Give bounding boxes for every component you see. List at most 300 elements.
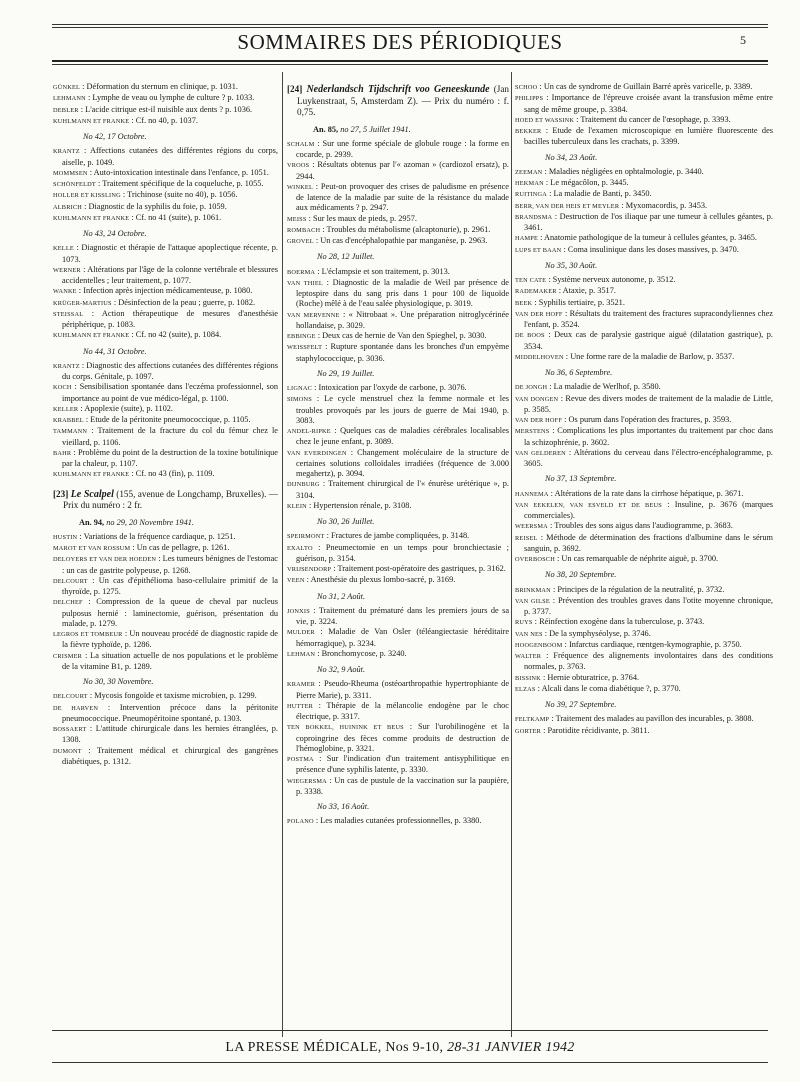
entry-author: MEISS [287,215,307,223]
entry-author: DUMONT [53,747,82,755]
entry-text: : Destruction de l'os iliaque par une tumeur à cellules géantes, p. 3461. [524,211,773,232]
footer-rule-bottom [52,1062,768,1063]
summary-entry [287,225,509,236]
entry-author: WIEGERSMA [287,777,327,785]
issue-heading: No 30, 26 Juillet. [317,517,375,526]
summary-entry [53,629,278,651]
entry-author: OVERBOSCH [515,556,555,563]
issue-heading: No 42, 17 Octobre. [83,132,147,141]
entry-text: : L'acide citrique est-il nuisible aux dents ? p. 1036. [78,104,253,114]
summary-entry [53,361,278,383]
column-right [515,82,773,1057]
entry-author: RADEMAKER [515,288,557,296]
entry-author: DE JONGH [515,384,548,392]
journal-heading [53,489,278,512]
summary-entry [53,597,278,629]
entry-author: LEGROS ET TOMBEUR [53,631,123,638]
entry-text: : Troubles du métabolisme (alcaptonurie), p. 2961. [320,224,491,234]
entry-text: : Thérapie de la mélancolie endogène par le choc électrique, p. 3317. [296,700,509,721]
summary-entry [53,265,278,287]
summary-entry [515,189,773,200]
entry-text: : Sensibilisation spontanée dans l'eczéma professionnel, son importance au point de vue médico-légal, p. 1100. [62,382,278,403]
entry-author: DELCHEF [53,599,83,607]
entry-text: : La maladie de Banti, p. 3450. [547,189,652,199]
issue-heading: No 39, 27 Septembre. [545,700,617,709]
entry-author: BISSINK [515,674,541,682]
entry-author: PHILIPPS [515,95,544,103]
entry-text: : Os purum dans l'opération des fractures, p. 3593. [562,415,732,424]
entry-author: EBBINGE [287,333,316,340]
issue-heading: No 29, 19 Juillet. [317,368,375,378]
entry-text: : Un cas remarquable de néphrite aiguë, p. 3700. [554,554,719,563]
entry-text: : Importance de l'épreuve croisée avant la transfusion même entre sang de même groupe, p. 3384. [524,93,773,114]
entry-text: : Anatomie pathologique de la tumeur à cellules géantes, p. 3465. [538,233,757,243]
summary-entry [515,629,773,640]
issue-heading: No 31, 2 Août. [317,591,366,601]
summary-entry [287,543,509,565]
summary-entry [515,640,773,651]
entry-text: : Infection après injection médicamenteuse, p. 1080. [76,286,253,296]
summary-entry [515,394,773,416]
summary-entry [287,722,509,754]
summary-entry [515,617,773,628]
entry-author: FELTKAMP [515,716,550,724]
entry-author: POSTMA [287,756,314,763]
entry-text: : Coma insulinique dans les doses massives, p. 3470. [561,244,739,254]
header-rule-bottom [52,60,768,62]
summary-entry [53,243,278,265]
journal-name: Nederlandsch Tijdschrift voo Geneeskunde [306,84,490,95]
journal-number: [24] [287,84,307,94]
issue-heading: No 28, 12 Juillet. [317,252,375,262]
summary-entry [287,342,509,364]
issue-heading: No 34, 23 Août. [545,152,598,162]
summary-entry [287,139,509,161]
summary-entry [515,585,773,596]
summary-entry [515,167,773,178]
summary-entry [287,331,509,342]
entry-text: : Maladie de Van Osler (téléangiectasie héréditaire hémorragique), p. 3234. [296,627,509,648]
summary-entry [515,330,773,352]
entry-text: : Un cas de pellagre, p. 1261. [130,543,230,552]
entry-author: DELCOURT [53,577,88,585]
entry-author: DELCOURT [53,693,88,701]
entry-text: : Les maladies cutanées professionnelles, p. 3380. [313,816,482,826]
summary-entry [53,168,278,179]
summary-entry [287,816,509,827]
volume-year: An. 85, [313,124,339,134]
entry-author: KLEIN [287,502,307,510]
entry-text: : Bronchomycose, p. 3240. [315,648,407,658]
summary-entry [515,93,773,115]
entry-author: RUITINGA [515,191,548,199]
entry-text: : Le mégacôlon, p. 3445. [543,178,629,187]
entry-text: : Compression de la queue de cheval par nucleus pulposus hernié : laminectomie, guérison, présentation du malade, p. 1279. [62,597,278,628]
footer-rule-top [52,1030,768,1031]
summary-entry [515,286,773,297]
entry-author: MIDDELHOVEN [515,353,564,361]
entry-text: : La situation actuelle de nos populations et le problème de la vitamine B1, p. 1289. [62,650,278,671]
summary-entry [287,267,509,278]
entry-author: VROOS [287,162,310,170]
summary-entry [515,714,773,725]
summary-entry [53,286,278,297]
summary-entry [287,754,509,776]
entry-author: KRABBEL [53,417,84,424]
summary-entry [53,415,278,426]
entry-text: : Trichinose (suite no 40), p. 1056. [120,190,238,200]
issue-heading: No 43, 24 Octobre. [83,229,147,238]
entry-text: : Anesthésie du plexus lombo-sacré, p. 3169. [304,575,456,585]
entry-author: WEISSFELT [287,344,323,352]
journal-details: (155, avenue de Longchamp, Bruxelles). — Prix du numéro : 2 fr. [63,488,278,510]
entry-author: DIJNBURG [287,481,320,489]
summary-entry [515,521,773,532]
volume-heading [287,125,509,135]
summary-entry [515,533,773,555]
entry-author: JONXIS [287,607,310,615]
entry-author: VAN THIEL [287,279,323,287]
entry-text: : Auto-intoxication intestinale dans l'enfance, p. 1051. [87,167,269,177]
summary-entry [515,115,773,126]
footer-date: 28-31 JANVIER 1942 [447,1040,575,1055]
summary-entry [515,726,773,737]
entry-text: : Altérations de la rate dans la cirrhose hépatique, p. 3671. [548,488,744,498]
summary-entry [515,596,773,618]
entry-text: : La maladie de Werlhof, p. 3580. [547,382,661,392]
entry-text: : Altérations du cerveau dans l'électro-encéphalogramme, p. 3605. [524,447,773,468]
entry-author: BRINKMAN [515,586,551,594]
summary-entry [515,178,773,189]
entry-author: KRANTZ [53,148,80,156]
entry-author: DEBLER [53,106,79,114]
entry-author: SCHALM [287,140,315,148]
summary-entry [53,190,278,201]
entry-text: : Changement moléculaire de la structure de certaines solutions colloïdales irradiées (fréquence de 3.000 megahertz), p. 3094. [296,447,509,478]
entry-text: : Un cas d'épithélioma baso-cellulaire primitif de la thyroïde, p. 1275. [62,575,278,596]
issue-heading: No 37, 13 Septembre. [545,474,617,484]
entry-text: : Sur l'indication d'un traitement antisyphilitique en présence d'une syphilis latente, p. 3330. [296,754,509,775]
summary-entry [53,554,278,576]
summary-entry [53,382,278,404]
issue-heading: No 36, 6 Septembre. [545,368,613,377]
entry-author: GÜNKEL [53,84,81,91]
entry-text: : Etude de l'examen microscopique en lumière fluorescente des bacilles tuberculeux dans les crachats, p. 3399. [524,126,773,147]
entry-text: : Un cas d'encéphalopathie par manganèse, p. 2963. [313,236,488,245]
entry-author: HUTTER [287,702,314,710]
summary-entry [287,606,509,628]
summary-entry [53,202,278,213]
entry-author: KUHLMANN ET FRANKE [53,332,130,340]
entry-text: : Maladies négligées en ophtalmologie, p. 3440. [542,166,704,176]
entry-text: : Intoxication par l'oxyde de carbone, p. 3076. [312,383,467,392]
entry-text: : Deux cas de hernie de Van den Spieghel, p. 3030. [315,331,487,340]
entry-text: : Traitement de la fracture du col du fémur chez le vieillard, p. 1106. [62,426,278,447]
summary-entry [515,382,773,393]
summary-entry [53,651,278,673]
entry-author: VAN GILSE [515,597,550,605]
summary-entry [515,489,773,500]
summary-entry [287,575,509,586]
footer [0,1040,800,1056]
header-rule-bottom-2 [52,64,768,65]
entry-text: : Système nerveux autonome, p. 3512. [546,275,676,284]
entry-author: WALTER [515,653,542,660]
summary-entry [287,310,509,332]
header-rule-top [52,24,768,25]
entry-text: : Fréquence des alignements involontaires dans des conditions normales, p. 3763. [524,651,773,672]
entry-text: : Intervention précoce dans la péritonite pneumococcique. Pneumopéritoine spontané, p. 1303. [62,702,278,723]
entry-author: RUYS [515,619,533,627]
summary-entry [287,776,509,798]
footer-journal: LA PRESSE MÉDICALE, Nos 9-10, [225,1040,444,1055]
volume-issue: no 29, 20 Novembre 1941. [104,517,194,527]
entry-author: TEN CATE [515,277,547,284]
summary-entry [515,684,773,695]
entry-text: : Désinfection de la peau ; guerre, p. 1082. [111,297,256,307]
summary-entry [287,627,509,649]
issue-heading: No 30, 30 Novembre. [83,677,154,686]
entry-author: DELOYERS ET VAN DER HOEDEN [53,556,157,564]
entry-author: MULDER [287,629,315,637]
entry-text: : Ataxie, p. 3517. [556,286,616,296]
summary-entry [53,213,278,224]
entry-author: MAROT ET VAN ROSSUM [53,545,131,552]
entry-text: : Deux cas de paralysie gastrique aiguë (dilatation gastrique), p. 3534. [524,330,773,351]
entry-author: WANKE [53,288,77,296]
entry-text: : Apoplexie (suite), p. 1102. [78,403,173,413]
entry-text: : Traitement médical et chirurgical des gangrènes diabétiques, p. 1312. [62,745,278,766]
entry-text: : Un cas de pustule de la vaccination sur la paupière, p. 3338. [296,775,509,796]
entry-text: : Déformation du sternum en clinique, p. 1031. [80,82,238,91]
entry-text: : Fractures de jambe compliquées, p. 3148. [324,531,470,541]
entry-author: ALBRICH [53,203,83,211]
entry-author: SIMONS [287,396,312,404]
entry-author: HEKMAN [515,180,544,187]
summary-entry [515,500,773,522]
entry-author: WINKEL [287,183,314,191]
entry-text: : Lymphe de veau ou lymphe de culture ? p. 1033. [85,93,255,103]
entry-author: ELZAS [515,685,536,693]
journal-heading [287,84,509,119]
summary-entry [53,532,278,543]
summary-entry [515,651,773,673]
entry-text: : Résultats du traitement des fractures supracondyliennes chez l'enfant, p. 3524. [524,308,773,329]
summary-entry [53,330,278,341]
entry-author: LEHMAN [287,650,316,658]
entry-author: SCHÖNFELDT [53,181,96,188]
summary-entry [287,182,509,214]
entry-author: BOSSAERT [53,726,87,733]
entry-text: : Traitement du cancer de l'œsophage, p. 3393. [574,114,731,124]
page-title: SOMMAIRES DES PÉRIODIQUES [237,30,563,54]
issue-heading: No 35, 30 Août. [545,260,598,270]
entry-author: POLANO [287,818,314,826]
entry-author: BERR, VAN DER HEIS ET MEYLER [515,202,620,210]
entry-text: : Sur les maux de pieds, p. 2957. [306,213,417,223]
issue-heading: No 32, 9 Août. [317,665,366,674]
summary-entry [515,298,773,309]
summary-entry [53,105,278,116]
entry-author: BRANDSMA [515,213,553,221]
entry-text: : Parotidite récidivante, p. 3811. [541,725,650,735]
summary-entry [515,415,773,426]
entry-text: : De la symphyséolyse, p. 3746. [542,628,651,638]
entry-author: CRISMER [53,652,83,660]
entry-author: VAN DER HOFF [515,310,563,318]
entry-author: KELLE [53,245,74,253]
summary-entry [287,394,509,426]
entry-author: SCHOO [515,84,538,91]
entry-text: : Sur une forme spéciale de globule rouge : la forme en cocarde, p. 2939. [296,138,509,159]
entry-author: LIGNAC [287,385,312,392]
entry-author: HANNEMA [515,490,549,498]
summary-entry [287,278,509,310]
entry-author: ZEEMAN [515,168,543,176]
summary-entry [287,236,509,247]
summary-entry [53,448,278,470]
entry-author: VAN EEKELEN, VAN ESVELD ET DE BEUS [515,501,662,509]
entry-text: : Action thérapeutique de mesures d'anesthésie périphérique, p. 1083. [62,308,278,329]
summary-entry [515,554,773,565]
entry-text: : Réinfection exogène dans la tuberculose, p. 3743. [532,617,705,627]
summary-entry [515,201,773,212]
entry-text: : Principes de la régulation de la neutralité, p. 3732. [550,584,725,594]
entry-author: VRIJSENDORP [287,566,332,573]
summary-entry [515,352,773,363]
entry-text: : Mycosis fongoïde et taxisme microbien, p. 1299. [87,691,257,701]
entry-author: VAN DER HOFF [515,417,563,424]
entry-text: : Méthode de détermination des fractions d'albumine dans le sérum sanguin, p. 3692. [524,532,773,553]
entry-text: : Un nouveau procédé de diagnostic rapide de la fièvre typhoïde, p. 1286. [62,629,278,650]
entry-text: : Cf. no 43 (fin), p. 1109. [129,469,215,479]
entry-author: STEISSAL [53,310,84,318]
journal-number: [23] [53,488,71,499]
page-number: 5 [740,33,746,47]
entry-text: : Traitement chirurgical de l'« énurèse urétérique », p. 3104. [296,479,509,500]
entry-text: : Traitement du prématuré dans les premiers jours de sa vie, p. 3224. [296,605,509,626]
entry-author: BEEK [515,299,533,307]
journal-name: Le Scalpel [70,488,114,500]
summary-entry [287,383,509,394]
summary-entry [287,214,509,225]
entry-author: VAN EVERDINGEN [287,449,347,457]
entry-text: : Rupture spontanée dans les bronches d'un empyème staphylococcique, p. 3036. [296,342,509,363]
entry-text: : Hernie obturatrice, p. 3764. [540,672,640,682]
summary-entry [287,701,509,723]
summary-entry [53,469,278,480]
summary-entry [53,309,278,331]
entry-author: VAN GELDEREN [515,449,566,457]
entry-text: : L'attitude chirurgicale dans les hernies étranglées, p. 1308. [62,724,278,745]
entry-author: LEHMANN [53,95,86,103]
summary-entry [515,126,773,148]
entry-text: : Prévention des troubles graves dans l'otite moyenne chronique, p. 3737. [524,595,773,616]
entry-author: DE BOOS [515,332,545,340]
entry-text: : Une forme rare de la maladie de Barlow, p. 3537. [563,351,735,361]
entry-text: : Les tumeurs bénignes de l'estomac : un cas de gastrite polypeuse, p. 1268. [62,554,278,575]
summary-entry [515,233,773,244]
entry-author: KUHLMANN ET FRANKE [53,471,130,479]
entry-author: HOLLER ET KISSLING [53,192,121,200]
entry-author: VAN DONGEN [515,395,559,403]
entry-text: : Revue des divers modes de traitement de la maladie de Little, p. 3585. [524,393,773,414]
summary-entry [515,673,773,684]
entry-author: WERNER [53,266,81,274]
entry-text: : Hypertension rénale, p. 3108. [306,500,412,510]
summary-entry [287,649,509,660]
entry-author: KRANTZ [53,362,80,370]
summary-entry [53,93,278,104]
summary-entry [515,275,773,286]
entry-text: : Cf. no 41 (suite), p. 1061. [129,212,222,222]
summary-entry [53,116,278,127]
entry-author: GROVEL [287,238,314,245]
summary-entry [53,724,278,746]
entry-text: : Pneumectomie en un temps pour bronchiectasie ; guérison, p. 3154. [296,542,509,563]
entry-text: : Syphilis tertiaire, p. 3521. [532,297,625,307]
section-gap [53,481,278,487]
entry-author: ROMBACH [287,226,321,234]
summary-entry [515,82,773,93]
column-left [53,82,278,1057]
issue-heading: No 44, 31 Octobre. [83,346,147,356]
summary-entry [53,703,278,725]
journal-details: (Jan Luykenstraat, 5, Amsterdam Z). — Prix du numéro : f. 0,75. [297,84,509,117]
summary-entry [287,564,509,575]
summary-entry [53,404,278,415]
entry-author: VEEN [287,577,305,585]
entry-text: : Résultats obtenus par l'« azoman » (cardiozol ersatz), p. 2944. [296,160,509,181]
summary-entry [53,298,278,309]
entry-text: : Traitement post-opératoire des gastriques, p. 3162. [331,564,506,573]
entry-text: : Peut-on provoquer des crises de paludisme en présence de latence de la maladie par suite de la résistance du malade aux médicaments ? p. 2947. [296,181,509,213]
entry-text: : Troubles des sons aigus dans l'audiogramme, p. 3683. [547,521,733,531]
entry-text: : Diagnostic des affections cutanées des différentes régions du corps. Génitale, p. 1097. [62,360,278,381]
summary-entry [53,746,278,768]
entry-text: : Traitement spécifique de la coqueluche, p. 1055. [95,179,264,188]
entry-text: : Infarctus cardiaque, rœntgen-kymographie, p. 3750. [562,639,742,649]
entry-author: BOERMA [287,268,316,276]
summary-entry [287,501,509,512]
entry-text: : Diagnostic de la syphilis du foie, p. 1059. [82,201,227,211]
summary-entry [515,212,773,234]
entry-author: HOED ET WASSINK [515,116,575,124]
entry-author: MOMMSEN [53,169,88,177]
entry-text: : Sur l'urobilinogène et la coproingrine des fèces comme produits de destruction de l'hémoglobine, p. 3321. [296,722,509,753]
entry-author: VAN NES [515,630,543,638]
entry-author: EXALTO [287,544,313,552]
entry-text: : Problème du point de la destruction de la toxine botulinique par la chaleur, p. 1107. [62,447,278,468]
summary-entry [53,179,278,190]
summary-entry [287,679,509,701]
header-rule-top-2 [52,27,768,28]
entry-author: REISEL [515,534,538,542]
entry-author: ANDEL-RIPKE [287,428,331,435]
entry-author: KUHLMANN ET FRANKE [53,117,130,125]
entry-text: : Diagnostic et thérapie de l'attaque apoplectique récente, p. 1073. [62,243,278,264]
summary-entry [287,448,509,480]
column-middle [287,82,509,1062]
entry-text: : Cf. no 42 (suite), p. 1084. [129,330,222,340]
column-divider-right [511,72,512,1037]
summary-entry [287,160,509,182]
summary-entry [53,691,278,702]
summary-entry [53,146,278,168]
entry-text: : Diagnostic de la maladie de Weil par présence de leptospire dans du sang pris dans 1 pour 100 de liquoïde (Roche) mêlé à de l'eau salée physiologique, p. 3019. [296,277,509,309]
summary-entry [515,426,773,448]
summary-entry [53,426,278,448]
